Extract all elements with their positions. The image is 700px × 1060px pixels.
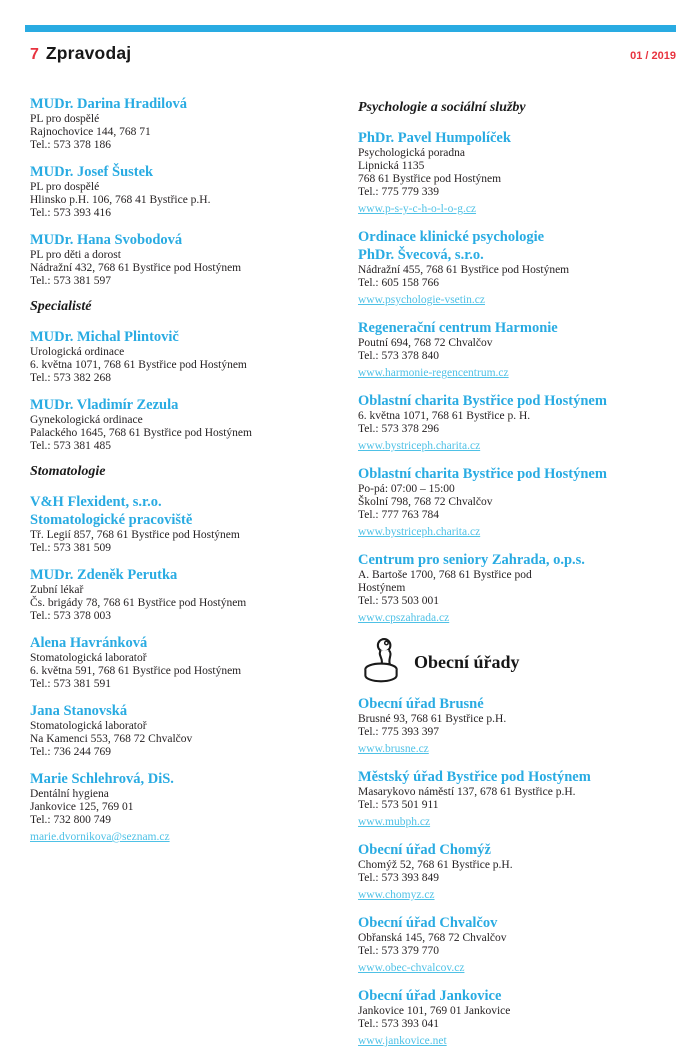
entry-name: Oblastní charita Bystřice pod Hostýnem (358, 466, 607, 482)
directory-columns (0, 64, 700, 1060)
entry-detail: Urologická ordinace (30, 346, 125, 358)
directory-entry (30, 702, 358, 759)
entry-detail: Po-pá: 07:00 – 15:00 (358, 483, 455, 495)
entry-detail: Tel.: 573 381 591 (30, 678, 111, 690)
entry-link[interactable]: www.bystriceph.charita.cz (358, 526, 481, 538)
entry-detail: Nádražní 432, 768 61 Bystřice pod Hostýnem (30, 262, 242, 274)
directory-entry (30, 231, 358, 288)
directory-entry (30, 770, 358, 845)
entry-detail: Lipnická 1135 (358, 160, 425, 172)
directory-entry (30, 493, 358, 555)
entry-detail: Obřanská 145, 768 72 Chvalčov (358, 932, 507, 944)
directory-entry (358, 319, 676, 381)
entry-detail: 6. května 591, 768 61 Bystřice pod Hostýnem (30, 665, 242, 677)
entry-detail: Brusné 93, 768 61 Bystřice p.H. (358, 713, 507, 725)
entry-link[interactable]: www.mubph.cz (358, 816, 431, 828)
entry-name: MUDr. Michal Plintovič (30, 329, 179, 345)
entry-detail: Na Kamenci 553, 768 72 Chvalčov (30, 733, 193, 745)
entry-detail: Tel.: 573 378 296 (358, 423, 439, 435)
entry-link[interactable]: www.chomyz.cz (358, 889, 435, 901)
section-heading: Specialisté (30, 299, 92, 314)
entry-name: MUDr. Darina Hradilová (30, 96, 187, 112)
entry-name: Stomatologické pracoviště (30, 512, 193, 528)
directory-entry (358, 914, 676, 976)
page-number: 7 (30, 46, 39, 63)
entry-name: MUDr. Zdeněk Perutka (30, 567, 178, 583)
entry-name: Alena Havránková (30, 635, 148, 651)
entry-detail: Dentální hygiena (30, 788, 109, 800)
entry-detail: Tel.: 573 393 041 (358, 1018, 439, 1030)
top-accent-bar (25, 25, 676, 32)
entry-detail: Tel.: 573 393 849 (358, 872, 439, 884)
page-header (0, 0, 700, 64)
entry-name: Jana Stanovská (30, 703, 128, 719)
entry-detail: Palackého 1645, 768 61 Bystřice pod Hostýnem (30, 427, 252, 439)
entry-detail: Gynekologická ordinace (30, 414, 143, 426)
section-heading: Stomatologie (30, 464, 106, 479)
entry-detail: Chomýž 52, 768 61 Bystřice p.H. (358, 859, 513, 871)
title-row (30, 43, 676, 64)
directory-entry (30, 634, 358, 691)
entry-detail: 6. května 1071, 768 61 Bystřice p. H. (358, 410, 531, 422)
entry-name: Ordinace klinické psychologie (358, 229, 545, 245)
entry-detail: Tel.: 736 244 769 (30, 746, 111, 758)
entry-detail: Tel.: 573 381 509 (30, 542, 111, 554)
entry-detail: Nádražní 455, 768 61 Bystřice pod Hostýnem (358, 264, 570, 276)
section-label: Obecní úřady (414, 651, 520, 672)
entry-name: Městský úřad Bystřice pod Hostýnem (358, 769, 591, 785)
entry-detail: Hostýnem (358, 582, 406, 594)
entry-link[interactable]: www.harmonie-regencentrum.cz (358, 367, 509, 379)
directory-entry (358, 392, 676, 454)
directory-entry (30, 95, 358, 152)
section-heading: Psychologie a sociální služby (358, 100, 526, 115)
entry-link[interactable]: www.psychologie-vsetin.cz (358, 294, 485, 306)
entry-name: MUDr. Josef Šustek (30, 164, 154, 180)
directory-entry (358, 465, 676, 540)
entry-name: Obecní úřad Brusné (358, 696, 484, 712)
entry-detail: PL pro dospělé (30, 113, 100, 125)
entry-detail: 768 61 Bystřice pod Hostýnem (358, 173, 502, 185)
entry-detail: A. Bartoše 1700, 768 61 Bystřice pod (358, 569, 532, 581)
entry-name: Obecní úřad Chomýž (358, 842, 491, 858)
entry-detail: Stomatologická laboratoř (30, 652, 147, 664)
entry-link[interactable]: www.jankovice.net (358, 1035, 447, 1047)
entry-detail: Poutní 694, 768 72 Chvalčov (358, 337, 493, 349)
directory-entry (30, 328, 358, 385)
entry-detail: Jankovice 101, 769 01 Jankovice (358, 1005, 511, 1017)
directory-entry (358, 841, 676, 903)
issue-label: 01 / 2019 (630, 50, 676, 62)
entry-detail: Tel.: 573 503 001 (358, 595, 439, 607)
entry-link[interactable]: www.obec-chvalcov.cz (358, 962, 465, 974)
directory-entry (30, 396, 358, 453)
entry-detail: Tel.: 573 378 003 (30, 610, 111, 622)
entry-name: V&H Flexident, s.r.o. (30, 494, 162, 510)
entry-link[interactable]: www.bystriceph.charita.cz (358, 440, 481, 452)
entry-link[interactable]: marie.dvornikova@seznam.cz (30, 831, 170, 843)
entry-detail: Tel.: 573 501 911 (358, 799, 439, 811)
entry-detail: Školní 798, 768 72 Chvalčov (358, 496, 493, 508)
column-left (30, 95, 358, 1060)
entry-link[interactable]: www.p-s-y-c-h-o-l-o-g.cz (358, 203, 477, 215)
entry-detail: Tel.: 573 381 597 (30, 275, 111, 287)
page-title: Zpravodaj (45, 43, 132, 63)
entry-detail: PL pro dospělé (30, 181, 100, 193)
entry-detail: Tel.: 777 763 784 (358, 509, 439, 521)
entry-detail: Tel.: 573 381 485 (30, 440, 111, 452)
entry-detail: Čs. brigády 78, 768 61 Bystřice pod Hostýnem (30, 597, 247, 609)
entry-name: PhDr. Pavel Humpolíček (358, 130, 511, 146)
entry-link[interactable]: www.cpszahrada.cz (358, 612, 450, 624)
entry-detail: Zubní lékař (30, 584, 84, 596)
directory-entry (358, 695, 676, 757)
entry-name: Centrum pro seniory Zahrada, o.p.s. (358, 552, 585, 568)
directory-entry (358, 551, 676, 626)
entry-name: Oblastní charita Bystřice pod Hostýnem (358, 393, 607, 409)
entry-detail: Psychologická poradna (358, 147, 465, 159)
entry-detail: Tel.: 775 779 339 (358, 186, 439, 198)
entry-detail: Hlinsko p.H. 106, 768 41 Bystřice p.H. (30, 194, 211, 206)
entry-name: PhDr. Švecová, s.r.o. (358, 247, 484, 263)
entry-detail: Tel.: 605 158 766 (358, 277, 439, 289)
directory-entry (30, 566, 358, 623)
entry-detail: 6. května 1071, 768 61 Bystřice pod Hostýnem (30, 359, 247, 371)
entry-name: Marie Schlehrová, DiS. (30, 771, 174, 787)
section-heading-with-icon (358, 637, 676, 687)
directory-entry (358, 228, 676, 308)
entry-name: MUDr. Hana Svobodová (30, 232, 183, 248)
entry-detail: Tř. Legií 857, 768 61 Bystřice pod Hostýnem (30, 529, 240, 541)
directory-entry (358, 129, 676, 217)
entry-detail: Tel.: 573 378 840 (358, 350, 439, 362)
entry-detail: Rajnochovice 144, 768 71 (30, 126, 151, 138)
directory-entry (358, 987, 676, 1049)
directory-entry (358, 768, 676, 830)
entry-detail: Masarykovo náměstí 137, 678 61 Bystřice p.H. (358, 786, 576, 798)
stamp-icon (358, 637, 404, 687)
entry-name: Obecní úřad Chvalčov (358, 915, 498, 931)
entry-link[interactable]: www.brusne.cz (358, 743, 429, 755)
entry-name: MUDr. Vladimír Zezula (30, 397, 179, 413)
entry-detail: Tel.: 573 379 770 (358, 945, 439, 957)
entry-name: Obecní úřad Jankovice (358, 988, 502, 1004)
directory-entry (30, 163, 358, 220)
entry-detail: Tel.: 573 382 268 (30, 372, 111, 384)
entry-detail: Jankovice 125, 769 01 (30, 801, 134, 813)
entry-detail: Tel.: 732 800 749 (30, 814, 111, 826)
entry-detail: Tel.: 775 393 397 (358, 726, 439, 738)
entry-detail: Tel.: 573 393 416 (30, 207, 111, 219)
entry-name: Regenerační centrum Harmonie (358, 320, 558, 336)
entry-detail: Stomatologická laboratoř (30, 720, 147, 732)
column-right (358, 95, 676, 1060)
entry-detail: PL pro děti a dorost (30, 249, 121, 261)
entry-detail: Tel.: 573 378 186 (30, 139, 111, 151)
